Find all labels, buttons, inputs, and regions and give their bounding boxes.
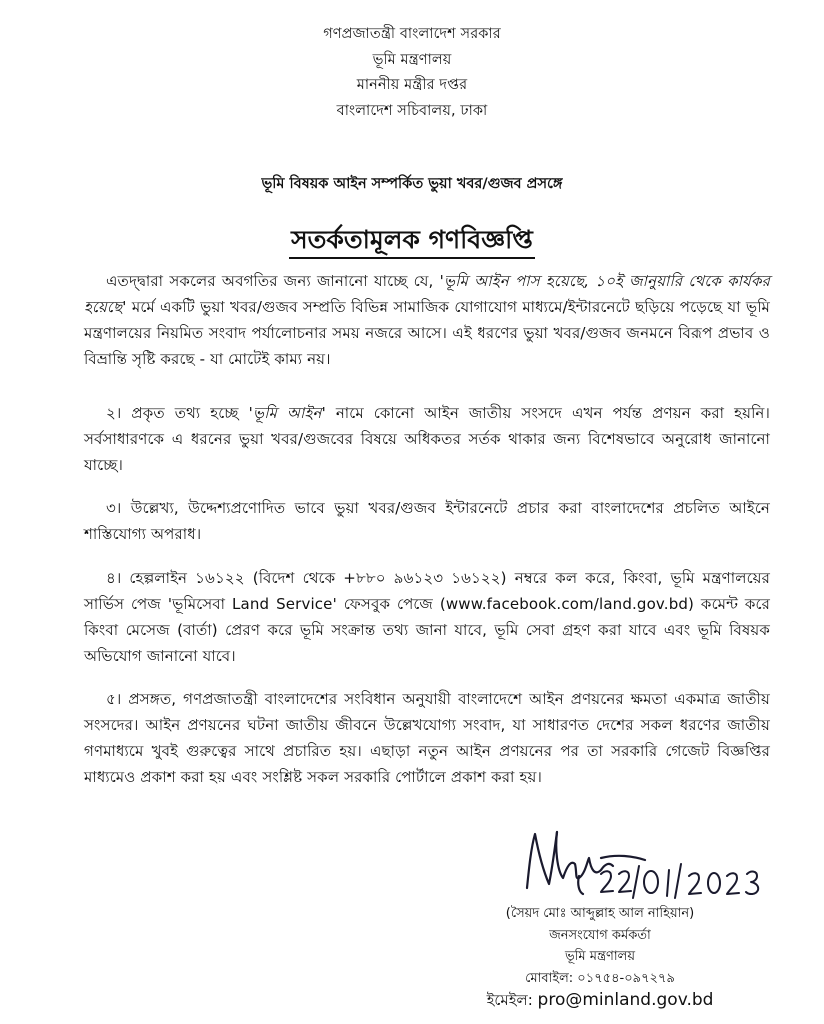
paragraph-3: [84, 495, 770, 547]
paragraph-2: [84, 400, 770, 478]
ministry-name: ভূমি মন্ত্রণালয়: [372, 51, 452, 68]
paragraph-4-text-c: ) কমেন্ট করে কিংবা মেসেজ (বার্তা) প্রেরণ করে ভূমি সংক্রান্ত তথ্য জানা যাবে, ভূমি সেবা গ্রহণ করা যাবে এবং ভূমি বিষয়ক অভিযোগ জানানো যাবে।: [84, 595, 770, 665]
paragraph-2-quote: 'ভূমি আইন': [248, 404, 326, 422]
signatory-block: [430, 903, 770, 1011]
letterhead: [0, 22, 824, 124]
paragraph-5-text: ৫। প্রসঙ্গত, গণপ্রজাতন্ত্রী বাংলাদেশের সংবিধান অনুযায়ী বাংলাদেশে আইন প্রণয়নের ক্ষমতা একমাত্র জাতীয় সংসদের। আইন প্রণয়নের ঘটনা জাতীয় জীবনে উল্লেখযোগ্য সংবাদ, যা সাধারণত দেশের সকল ধরণের জাতীয় গণমাধ্যমে খুবই গুরুত্বের সাথে প্রচারিত হয়। এছাড়া নতুন আইন প্রণয়নের পর তা সরকারি গেজেট বিজ্ঞপ্তির মাধ্যমেও প্রকাশ করা হয় এবং সংশ্লিষ্ট সকল সরকারি পোর্টালে প্রকাশ করা হয়।: [84, 690, 770, 786]
notice-title-text: সতর্কতামূলক গণবিজ্ঞপ্তি: [289, 225, 535, 259]
signatory-mobile: মোবাইল: ০১৭৫৪-০৯৭২৭৯: [525, 970, 675, 986]
signatory-designation: জনসংযোগ কর্মকর্তা: [549, 927, 651, 943]
office-name: মাননীয় মন্ত্রীর দপ্তর: [356, 77, 468, 93]
paragraph-4: [84, 565, 770, 669]
land-service-label: Land Service: [232, 595, 333, 613]
notice-title: [0, 220, 824, 263]
paragraph-2-text-b: নামে কোনো আইন জাতীয় সংসদে এখন পর্যন্ত প্রণয়ন করা হয়নি। সর্বসাধারণকে এ ধরনের ভুয়া খবর/গুজবের বিষয়ে অধিকতর সর্তক থাকার জন্য বিশেষভাবে অনুরোধ জানানো যাচ্ছে।: [84, 404, 771, 474]
paragraph-1: [84, 268, 770, 372]
government-name: গণপ্রজাতন্ত্রী বাংলাদেশ সরকার: [323, 26, 501, 42]
paragraph-4-text-a: ৪। হেল্পলাইন ১৬১২২ (বিদেশ থেকে +৮৮০ ৯৬১২৩ ১৬১২২) নম্বরে কল করে, কিংবা, ভূমি মন্ত্রণালয়ের সার্ভিস পেজ 'ভূমিসেবা: [84, 569, 770, 613]
signature-date: 22/01/2023: [623, 890, 681, 901]
paragraph-1-text-a: এতদ্দ্বারা সকলের অবগতির জন্য জানানো যাচ্ছে যে,: [106, 272, 440, 290]
office-address: বাংলাদেশ সচিবালয়, ঢাকা: [336, 102, 488, 119]
signatory-office: ভূমি মন্ত্রণালয়: [565, 949, 635, 964]
email-label: ইমেইল:: [486, 991, 538, 1009]
signatory-name: (সৈয়দ মোঃ আব্দুল্লাহ আল নাহিয়ান): [505, 906, 695, 921]
signatory-email-line: [430, 989, 770, 1011]
paragraph-1-text-b: মর্মে একটি ভুয়া খবর/গুজব সম্প্রতি বিভিন্ন সামাজিক যোগাযোগ মাধ্যমে/ইন্টারনেটে ছড়িয়ে পড়েছে যা ভূমি মন্ত্রণালয়ের নিয়মিত সংবাদ পর্যালোচনার সময় নজরে আসে। এই ধরণের ভুয়া খবর/গুজব জনমনে বিরূপ প্রভাব ও বিভ্রান্তি সৃষ্টি করছে - যা মোটেই কাম্য নয়।: [84, 298, 770, 368]
subject-line: ভূমি বিষয়ক আইন সম্পর্কিত ভুয়া খবর/গুজব প্রসঙ্গে: [261, 176, 563, 192]
handwritten-signature: [505, 818, 775, 903]
paragraph-1-quote: 'ভূমি আইন পাস হয়েছে, ১০ই জানুয়ারি থেকে কার্যকর হয়েছে': [84, 272, 770, 316]
email-link[interactable]: pro@minland.gov.bd: [537, 990, 714, 1010]
paragraph-5: [84, 686, 770, 790]
paragraph-4-text-b: ' ফেসবুক পেজে (: [332, 595, 446, 613]
paragraph-3-text: ৩। উল্লেখ্য, উদ্দেশ্যপ্রণোদিত ভাবে ভুয়া খবর/গুজব ইন্টারনেটে প্রচার করা বাংলাদেশের প্রচলিত আইনে শাস্তিযোগ্য অপরাধ।: [84, 499, 770, 543]
paragraph-2-text-a: ২। প্রকৃত তথ্য হচ্ছে: [106, 404, 249, 422]
facebook-url: www.facebook.com/land.gov.bd: [445, 595, 689, 613]
